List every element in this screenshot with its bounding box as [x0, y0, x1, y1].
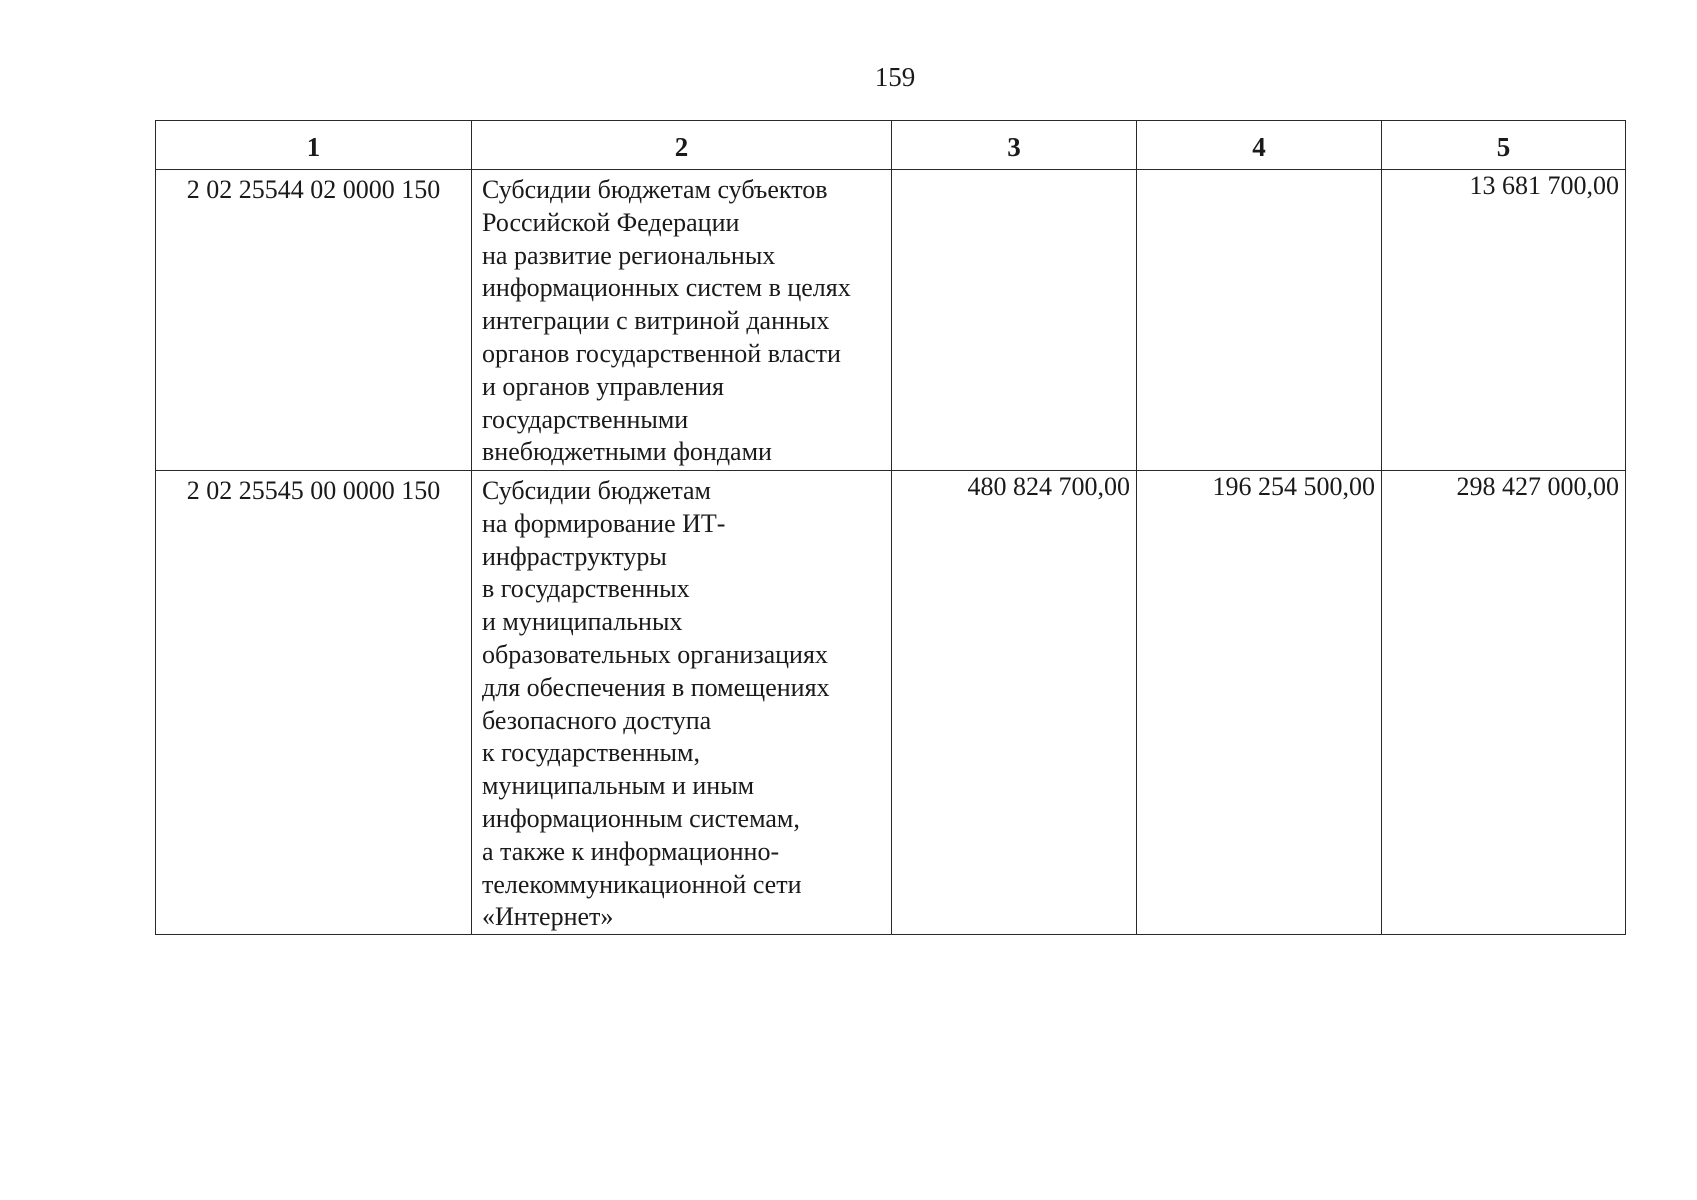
subsidy-name-line: Субсидии бюджетам: [482, 476, 711, 505]
subsidy-name-line: образовательных организациях: [482, 639, 828, 669]
subsidy-name-line: «Интернет»: [482, 902, 614, 932]
amount-col4-cell: 196 254 500,00: [1137, 471, 1382, 935]
subsidy-name-line: информационных систем в целях: [482, 273, 851, 303]
subsidy-name-line: интеграции с витриной данных: [482, 306, 830, 336]
subsidy-name-line: безопасного доступа: [482, 705, 712, 735]
subsidy-name-line: в государственных: [482, 574, 690, 604]
column-header-2: 2: [472, 121, 892, 170]
subsidy-name-line: а также к информационно-: [482, 836, 780, 866]
table-row: [156, 471, 1626, 935]
subsidy-name-line: на развитие региональных: [482, 240, 776, 270]
amount-col3-cell: 480 824 700,00: [892, 471, 1137, 935]
subsidy-name-line: Субсидии бюджетам субъектов: [482, 175, 828, 204]
subsidy-name-line: муниципальным и иным: [482, 771, 755, 801]
budget-code-cell: 2 02 25544 02 0000 150: [156, 170, 472, 471]
subsidy-name-line: и муниципальных: [482, 607, 683, 637]
subsidy-name-line: государственными: [482, 404, 689, 434]
subsidy-name-line: органов государственной власти: [482, 338, 841, 368]
subsidy-name-cell: [472, 471, 892, 935]
subsidy-name-line: инфраструктуры: [482, 541, 667, 571]
column-header-3: 3: [892, 121, 1137, 170]
subsidy-name-cell: [472, 170, 892, 471]
column-header-5: 5: [1382, 121, 1626, 170]
subsidy-name-line: для обеспечения в помещениях: [482, 672, 830, 702]
table-row: [156, 170, 1626, 471]
subsidy-name-line: Российской Федерации: [482, 207, 740, 237]
subsidy-name-line: внебюджетными фондами: [482, 437, 772, 467]
subsidy-name-line: информационным системам,: [482, 803, 800, 833]
table-header-row: [156, 121, 1626, 170]
subsidy-name-line: и органов управления: [482, 371, 724, 401]
budget-table: [155, 120, 1626, 935]
column-header-1: 1: [156, 121, 472, 170]
subsidy-name-line: на формирование ИТ-: [482, 508, 726, 538]
column-header-4: 4: [1137, 121, 1382, 170]
page-number: 159: [874, 62, 916, 92]
amount-col3-cell: [892, 170, 1137, 471]
budget-code-cell: 2 02 25545 00 0000 150: [156, 471, 472, 935]
amount-col5-cell: 298 427 000,00: [1382, 471, 1626, 935]
subsidy-name-line: к государственным,: [482, 738, 700, 768]
amount-col4-cell: [1137, 170, 1382, 471]
amount-col5-cell: 13 681 700,00: [1382, 170, 1626, 471]
subsidy-name-line: телекоммуникационной сети: [482, 869, 802, 899]
